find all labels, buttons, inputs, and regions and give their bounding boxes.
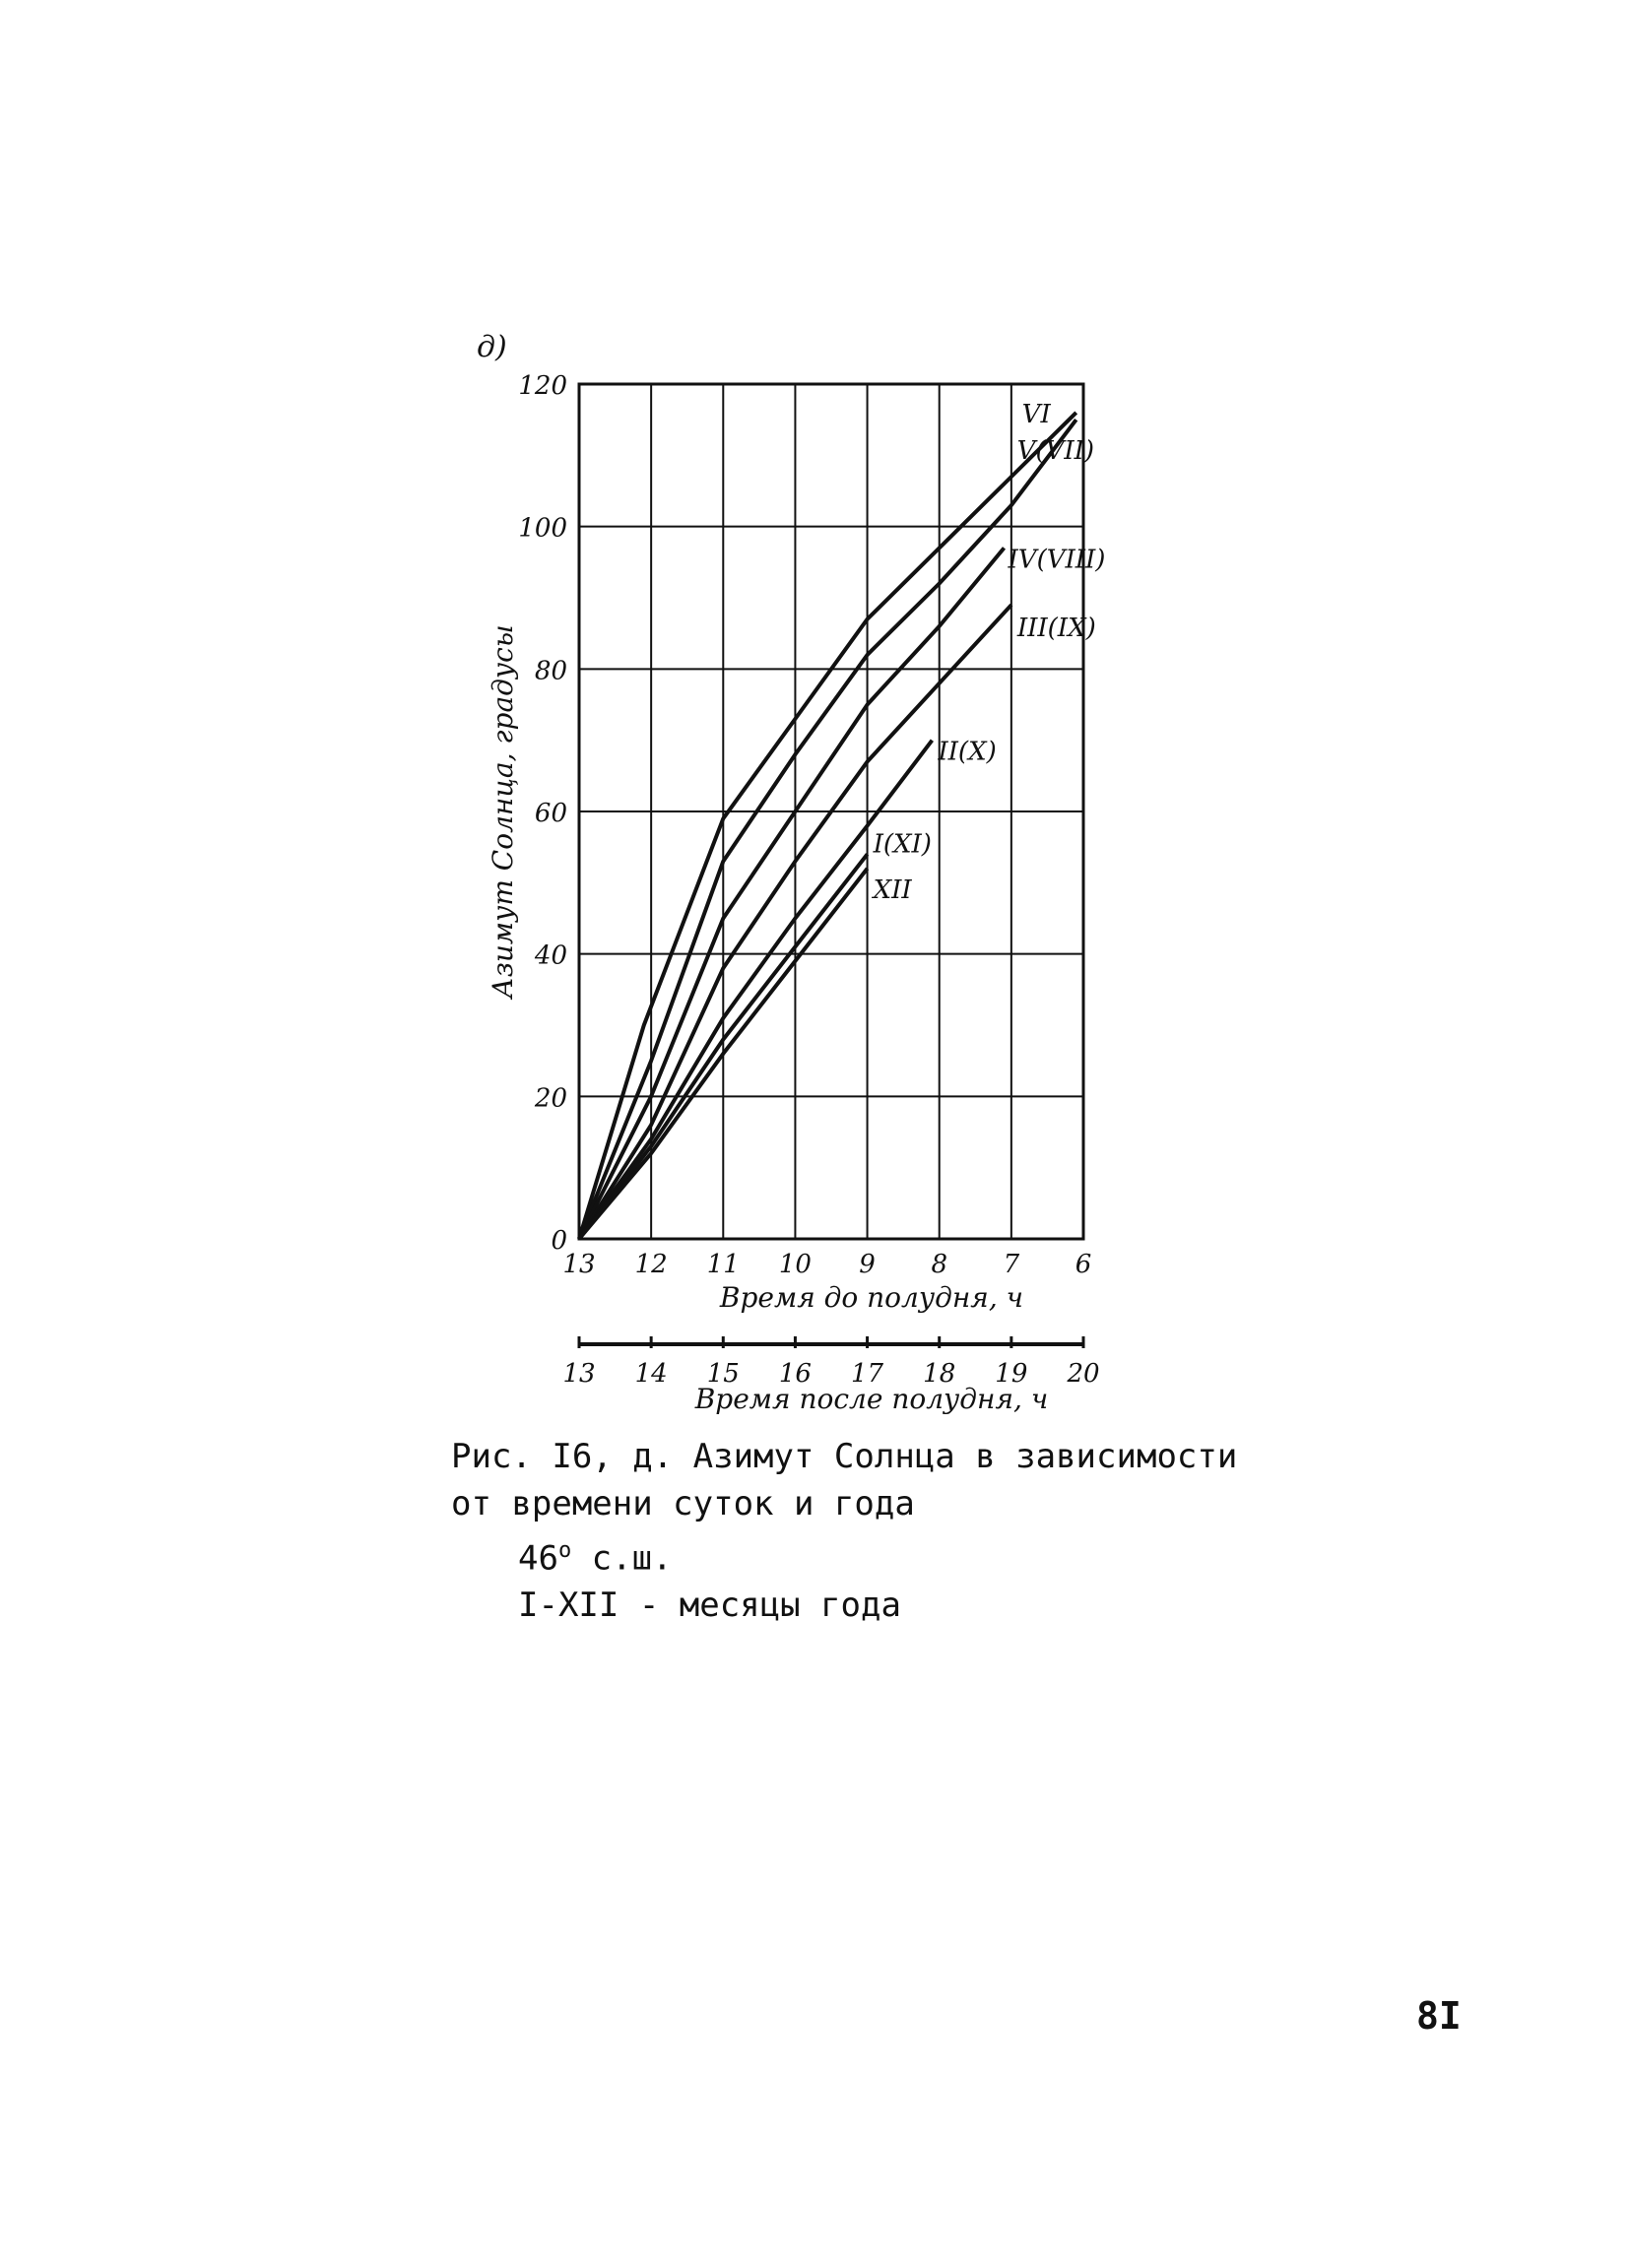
page-number: 8I bbox=[1416, 1994, 1462, 2038]
figure-caption bbox=[451, 1433, 1237, 1629]
latitude-suffix: с.ш. bbox=[571, 1538, 673, 1579]
series-label: III(IX) bbox=[1016, 614, 1096, 644]
x-axis-title-afternoon: Время после полудня, ч bbox=[694, 1383, 1049, 1415]
x-axis-title-morning: Время до полудня, ч bbox=[719, 1281, 1024, 1314]
y-tick-label: 120 bbox=[518, 371, 567, 401]
secondary-x-tick-label: 15 bbox=[706, 1359, 740, 1389]
secondary-x-tick-label: 18 bbox=[923, 1359, 956, 1389]
x-tick-label: 9 bbox=[859, 1250, 876, 1279]
series-label: V(VII) bbox=[1016, 436, 1095, 467]
secondary-x-tick-label: 19 bbox=[995, 1359, 1028, 1389]
y-tick-label: 60 bbox=[534, 799, 567, 828]
caption-line-2: от времени суток и года bbox=[451, 1484, 915, 1523]
secondary-x-tick-label: 17 bbox=[851, 1359, 884, 1389]
panel-label: д) bbox=[477, 330, 507, 364]
x-tick-label: 12 bbox=[634, 1250, 668, 1279]
series-label: XII bbox=[873, 875, 912, 905]
x-tick-label: 10 bbox=[778, 1250, 812, 1279]
x-tick-label: 7 bbox=[1003, 1250, 1020, 1279]
x-tick-label: 11 bbox=[706, 1250, 740, 1279]
y-tick-label: 40 bbox=[534, 940, 567, 971]
caption-latitude bbox=[451, 1527, 1237, 1582]
y-tick-label: 20 bbox=[534, 1083, 567, 1114]
secondary-x-tick-label: 20 bbox=[1067, 1359, 1100, 1389]
chart-labels bbox=[518, 371, 1105, 1389]
y-axis-title: Азимут Солнца, градусы bbox=[487, 624, 519, 999]
y-tick-label: 0 bbox=[551, 1226, 567, 1256]
chart-series bbox=[579, 413, 1076, 1239]
y-tick-label: 100 bbox=[518, 513, 567, 544]
latitude-value: 46 bbox=[518, 1538, 558, 1579]
chart-grid bbox=[579, 384, 1083, 1348]
series-label: IV(VIII) bbox=[1008, 545, 1106, 575]
caption-legend-note: I-XII - месяцы года bbox=[518, 1586, 901, 1626]
x-tick-label: 6 bbox=[1075, 1250, 1092, 1279]
series-label: I(XI) bbox=[873, 829, 932, 860]
y-tick-label: 80 bbox=[534, 656, 567, 686]
series-label: VI bbox=[1021, 399, 1051, 429]
x-tick-label: 13 bbox=[562, 1250, 596, 1279]
caption-line-1: Рис. I6, д. Азимут Солнца в зависимости bbox=[451, 1437, 1238, 1476]
degree-sign: o bbox=[557, 1538, 572, 1563]
secondary-x-tick-label: 13 bbox=[562, 1359, 596, 1389]
secondary-x-tick-label: 14 bbox=[634, 1359, 668, 1389]
secondary-x-tick-label: 16 bbox=[778, 1359, 812, 1389]
x-tick-label: 8 bbox=[931, 1250, 947, 1279]
series-label: II(X) bbox=[938, 737, 997, 767]
